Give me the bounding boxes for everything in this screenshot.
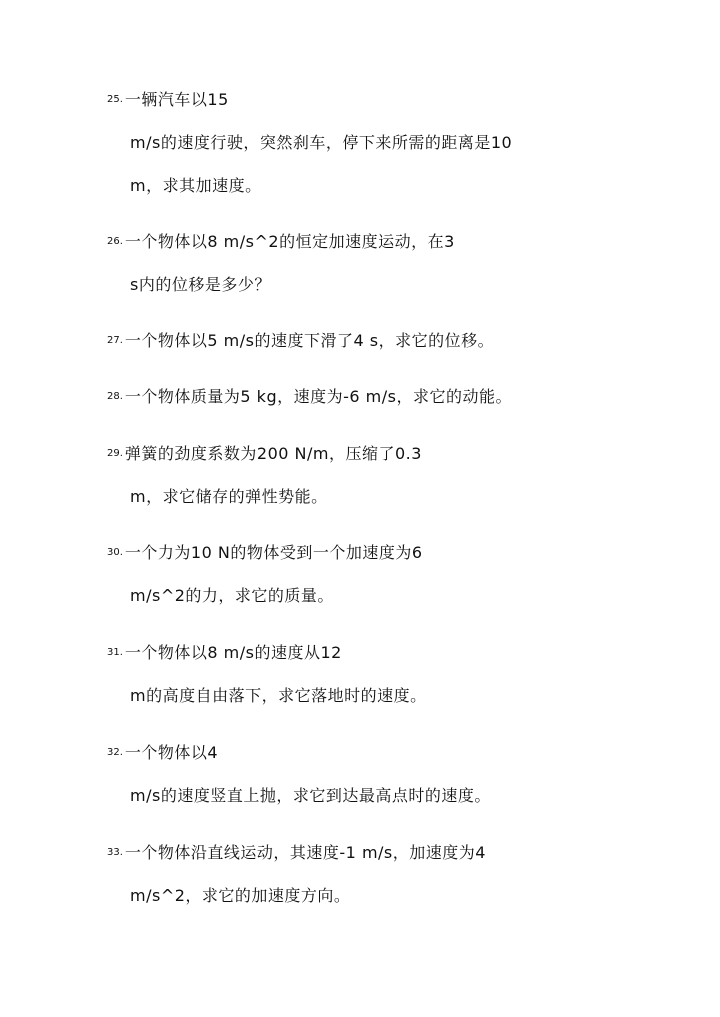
question-number: 26. [107, 236, 123, 247]
question-line [107, 89, 229, 111]
question-text: s内的位移是多少？ [130, 275, 271, 294]
question-number: 25. [107, 94, 123, 105]
question-line [107, 542, 423, 564]
question-text: 一辆汽车以15 [124, 90, 229, 109]
question-text: 一个物体沿直线运动，其速度-1 m/s，加速度为4 [124, 843, 486, 862]
question-text: 一个物体质量为5 kg，速度为-6 m/s，求它的动能。 [124, 387, 512, 406]
question-text: 弹簧的劲度系数为200 N/m，压缩了0.3 [124, 444, 422, 463]
question-line [107, 742, 218, 764]
question-text: 一个物体以8 m/s的速度从12 [124, 643, 342, 662]
question-number: 27. [107, 335, 123, 346]
question-line [107, 386, 512, 408]
question-number: 32. [107, 747, 123, 758]
question-text: m/s^2，求它的加速度方向。 [130, 886, 351, 905]
question-text: m/s^2的力，求它的质量。 [130, 586, 334, 605]
question-text: m，求其加速度。 [130, 176, 262, 195]
question-number: 29. [107, 448, 123, 459]
question-text: m/s的速度行驶，突然刹车，停下来所需的距离是10 [130, 133, 513, 152]
question-number: 31. [107, 647, 123, 658]
question-line [107, 330, 494, 352]
question-text: m/s的速度竖直上抛，求它到达最高点时的速度。 [130, 786, 491, 805]
question-text: m，求它储存的弹性势能。 [130, 487, 328, 506]
question-line [107, 842, 486, 864]
question-number: 33. [107, 847, 123, 858]
question-text: 一个物体以4 [124, 743, 219, 762]
question-line [107, 231, 455, 253]
question-number: 28. [107, 391, 123, 402]
question-text: 一个物体以5 m/s的速度下滑了4 s，求它的位移。 [124, 331, 495, 350]
question-text: 一个力为10 N的物体受到一个加速度为6 [124, 543, 423, 562]
question-text: 一个物体以8 m/s^2的恒定加速度运动，在3 [124, 232, 455, 251]
question-line [107, 443, 422, 465]
question-line [107, 642, 342, 664]
question-number: 30. [107, 547, 123, 558]
question-text: m的高度自由落下，求它落地时的速度。 [130, 686, 427, 705]
